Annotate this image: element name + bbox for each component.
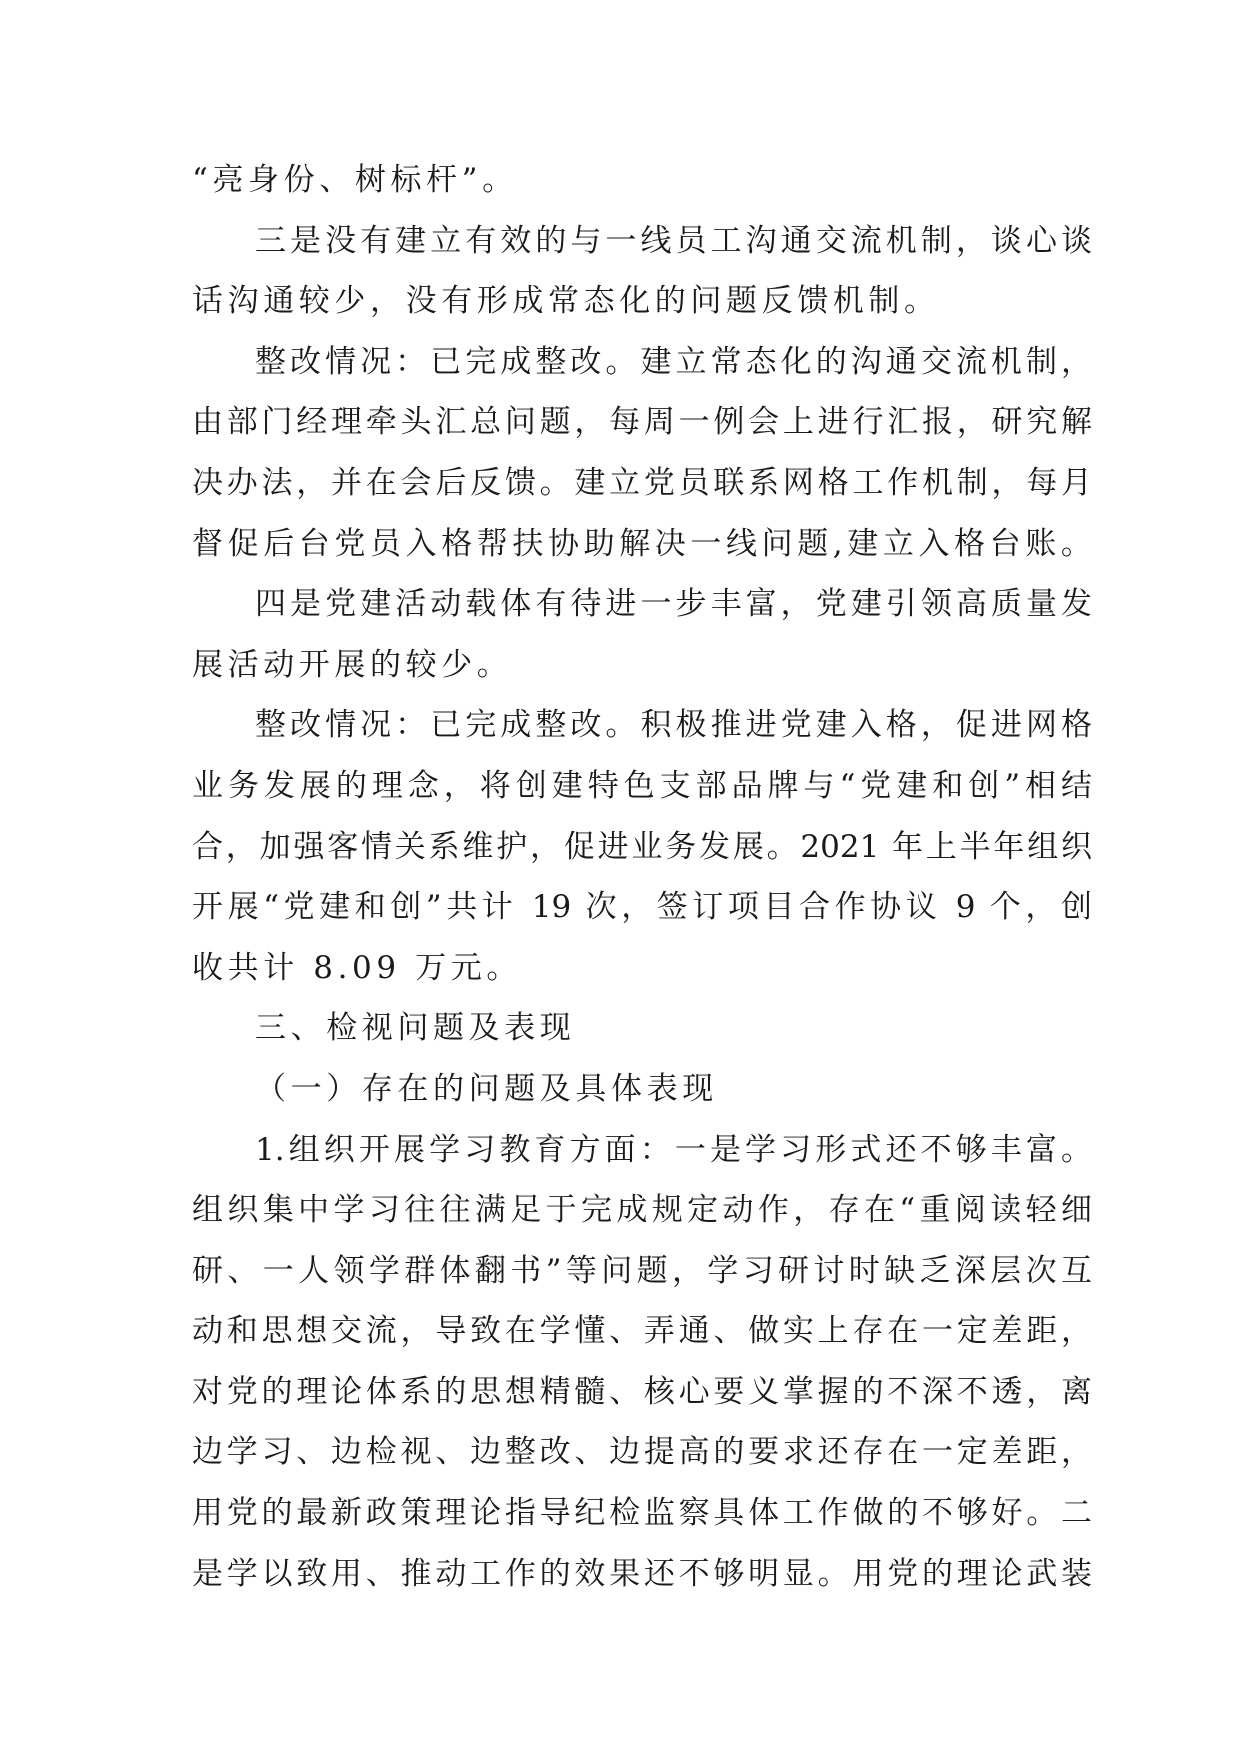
paragraph-line: “亮身份、树标杆”。: [192, 162, 518, 198]
paragraph-line: 1.组织开展学习教育方面：一是学习形式还不够丰富。: [255, 1131, 1092, 1168]
paragraph-line: 组织集中学习往往满足于完成规定动作，存在“重阅读轻细: [192, 1192, 1092, 1229]
document-body: [192, 150, 1097, 1604]
paragraph-line: 用党的最新政策理论指导纪检监察具体工作做的不够好。二: [192, 1495, 1092, 1532]
section-heading: 三、检视问题及表现: [255, 1010, 576, 1047]
paragraph-line: 对党的理论体系的思想精髓、核心要义掌握的不深不透，离: [192, 1373, 1092, 1410]
paragraph-line: 动和思想交流，导致在学懂、弄通、做实上存在一定差距，: [192, 1313, 1092, 1350]
paragraph-line: 三是没有建立有效的与一线员工沟通交流机制，谈心谈: [255, 222, 1092, 259]
paragraph-line: 由部门经理牵头汇总问题，每周一例会上进行汇报，研究解: [192, 404, 1092, 441]
paragraph-line: 话沟通较少，没有形成常态化的问题反馈机制。: [192, 283, 940, 320]
paragraph-line: 开展“党建和创”共计 19 次，签订项目合作协议 9 个，创: [192, 889, 1092, 926]
paragraph-line: 整改情况：已完成整改。积极推进党建入格，促进网格: [255, 707, 1092, 744]
paragraph-line: 四是党建活动载体有待进一步丰富，党建引领高质量发: [255, 586, 1092, 623]
paragraph-line: 督促后台党员入格帮扶协助解决一线问题,建立入格台账。: [192, 525, 1097, 562]
paragraph-line: 研、一人领学群体翻书”等问题，学习研讨时缺乏深层次互: [192, 1252, 1092, 1289]
paragraph-line: 决办法，并在会后反馈。建立党员联系网格工作机制，每月: [192, 464, 1092, 501]
paragraph-line: 整改情况：已完成整改。建立常态化的沟通交流机制，: [255, 343, 1092, 380]
paragraph-line: 收共计 8.09 万元。: [192, 949, 522, 986]
paragraph-line: 展活动开展的较少。: [192, 646, 513, 683]
paragraph-line: 是学以致用、推动工作的效果还不够明显。用党的理论武装: [192, 1555, 1092, 1592]
paragraph-line: 业务发展的理念，将创建特色支部品牌与“党建和创”相结: [192, 767, 1092, 804]
subsection-heading: （一）存在的问题及具体表现: [255, 1070, 718, 1107]
paragraph-line: 边学习、边检视、边整改、边提高的要求还存在一定差距，: [192, 1434, 1092, 1471]
paragraph-line: 合，加强客情关系维护，促进业务发展。2021 年上半年组织: [192, 828, 1092, 865]
